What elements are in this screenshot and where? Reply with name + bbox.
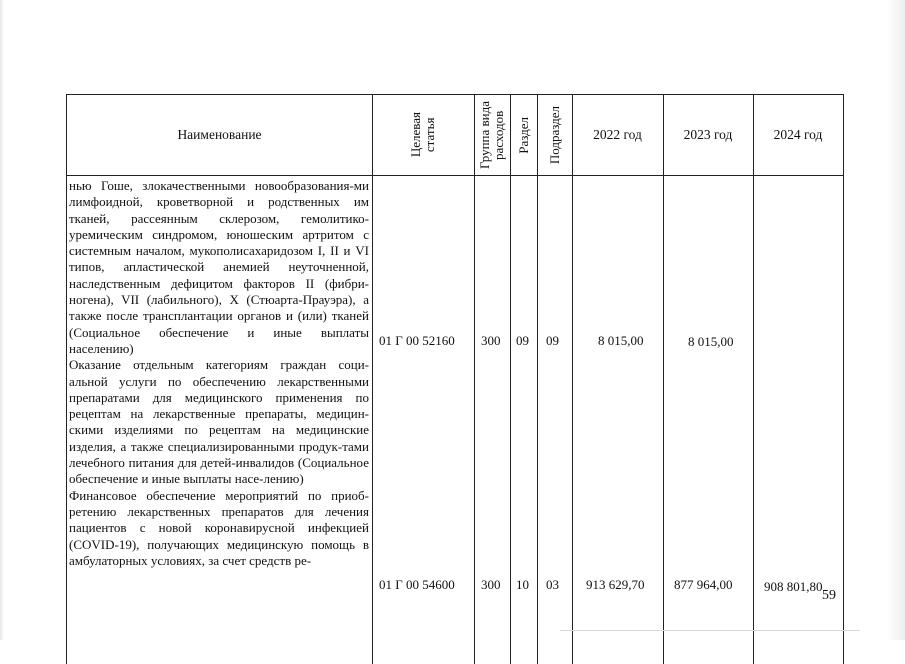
- row2-2023: 877 964,00: [674, 577, 733, 592]
- row2-2024: 908 801,80: [764, 579, 823, 594]
- row1-subsection: 09: [546, 333, 559, 348]
- header-year-2022: 2022 год: [593, 127, 642, 142]
- row2-section: 10: [516, 577, 529, 592]
- column-divider: [372, 176, 373, 664]
- header-subsection: [537, 95, 572, 175]
- table-body: [66, 176, 844, 664]
- column-divider: [474, 176, 475, 664]
- row-name-3: Финансовое обеспечение мероприятий по приоб-ретению лекарственных препаратов для лечения пациентов с новой коронавирусной инфекцией (COVID-19), получающих медицинскую помощь в амбулаторных условиях, за счет средств ре-: [69, 487, 369, 568]
- row-name-1: нью Гоше, злокачественными новообразования-ми лимфоидной, кроветворной и родственных им тканей, рассеянным склерозом, гемолитико-уремическим синдромом, юношеским артритом с системным началом, мукополисахаридозом I, II и VI типов, апластической анемией неуточненной, наследственным дефицитом факторов II (фибри-ногена), VII (лабильного), X (Стюарта-Прауэра), а также после трансплантации органов и (или) тканей (Социальное обеспечение и иные выплаты населению): [69, 178, 369, 356]
- header-target-article: [372, 95, 474, 175]
- row-name-2: Оказание отдельным категориям граждан соци-альной услуги по обеспечению лекарственными препаратами для медицинского применения по рецептам на лекарственные препараты, медицин-скими изделиями по рецептам на медицинские изделия, а также специализированными продук-тами лечебного питания для детей-инвалидов (Социальное обеспечение и иные выплаты насе-лению): [69, 357, 369, 487]
- column-divider: [753, 176, 754, 664]
- row1-target-article: 01 Г 00 52160: [379, 333, 455, 348]
- row1-expense-group: 300: [481, 333, 501, 348]
- row2-subsection: 03: [546, 577, 559, 592]
- header-name: Наименование: [177, 127, 262, 142]
- row2-expense-group: 300: [481, 577, 501, 592]
- header-section: [510, 95, 537, 175]
- header-year-2023: 2023 год: [683, 127, 733, 142]
- column-divider: [572, 176, 573, 664]
- column-divider: [537, 176, 538, 664]
- header-expense-group: [474, 95, 510, 175]
- name-column: [69, 178, 369, 569]
- page-edge-left: [0, 0, 4, 640]
- bottom-divider: [560, 630, 860, 631]
- row1-section: 09: [516, 333, 529, 348]
- column-divider: [510, 176, 511, 664]
- column-divider: [663, 176, 664, 664]
- header-section-label: Раздел: [515, 116, 531, 154]
- row2-2022: 913 629,70: [586, 577, 645, 592]
- header-subsection-label: Подраздел: [546, 105, 562, 165]
- header-expense-group-label: Группа вида расходов: [477, 101, 506, 169]
- table-header: [66, 94, 844, 176]
- row1-2022: 8 015,00: [598, 333, 644, 348]
- page-edge-right: [887, 0, 905, 640]
- header-year-2024: 2024 год: [773, 127, 823, 142]
- page-number: 59: [822, 588, 836, 603]
- row1-2023: 8 015,00: [688, 334, 734, 349]
- header-target-article-label: Целевая статья: [408, 112, 437, 158]
- row2-target-article: 01 Г 00 54600: [379, 577, 455, 592]
